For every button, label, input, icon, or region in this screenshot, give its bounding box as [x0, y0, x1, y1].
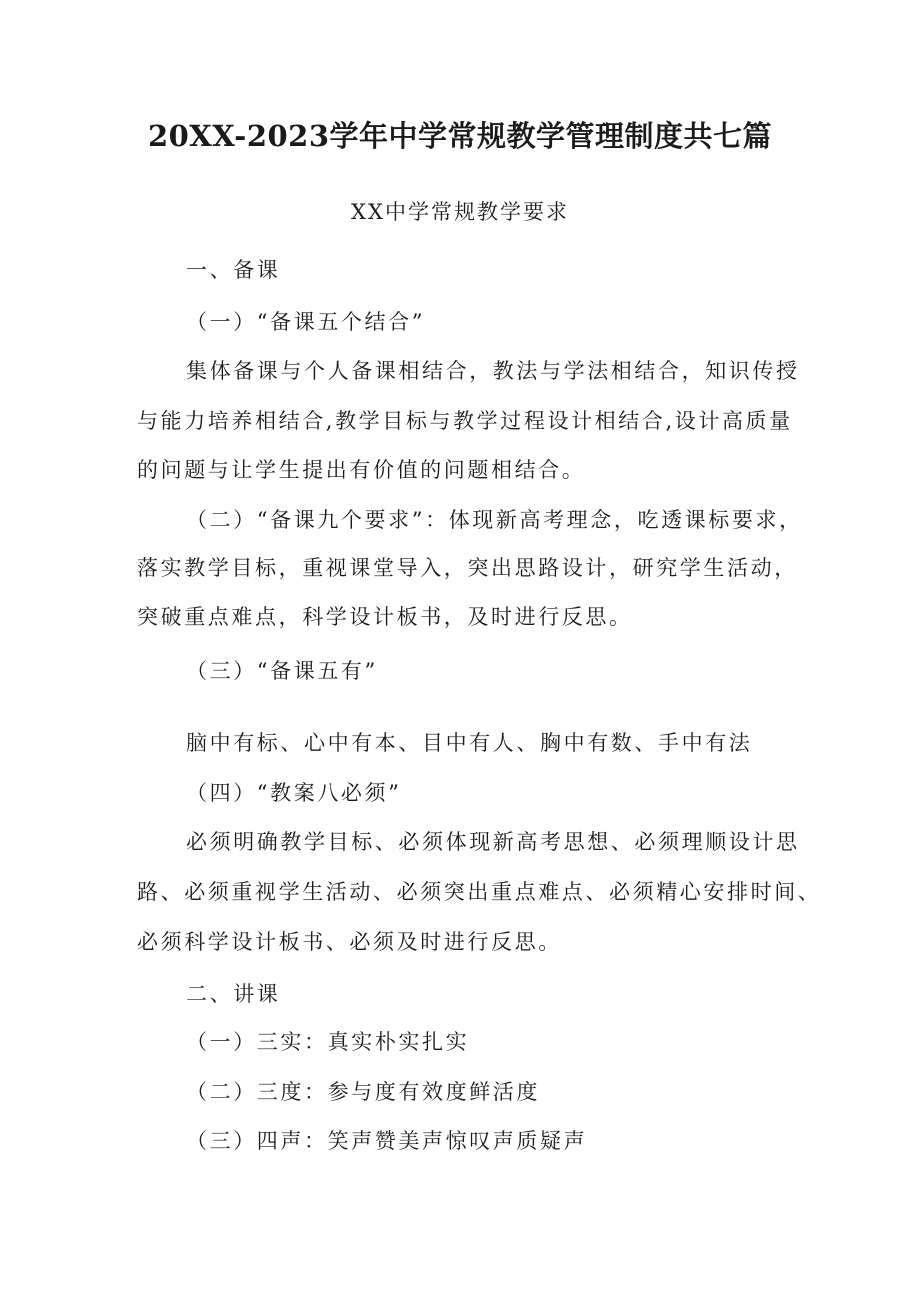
paragraph-line: 的问题与让学生提出有价值的问题相结合。 [137, 458, 586, 482]
list-item: （二）三度：参与度有效度鲜活度 [186, 1080, 540, 1104]
list-item: （一）三实：真实朴实扎实 [186, 1030, 470, 1054]
paragraph-line: 集体备课与个人备课相结合，教法与学法相结合，知识传授 [186, 359, 800, 383]
section-heading-lesson-prep: 一、备课 [186, 258, 281, 282]
paragraph-line: 必须明确教学目标、必须体现新高考思想、必须理顺设计思 [186, 830, 800, 854]
paragraph-line: 脑中有标、心中有本、目中有人、胸中有数、手中有法 [186, 731, 753, 755]
paragraph-line: 必须科学设计板书、必须及时进行反思。 [137, 930, 562, 954]
paragraph-line: 突破重点难点，科学设计板书，及时进行反思。 [137, 605, 633, 629]
subsection-heading-five-haves: （三）“备课五有” [186, 659, 378, 683]
document-subtitle: XX中学常规教学要求 [351, 200, 569, 224]
paragraph-line: 与能力培养相结合,教学目标与教学过程设计相结合,设计高质量 [137, 409, 793, 433]
paragraph-line: 落实教学目标，重视课堂导入，突出思路设计，研究学生活动， [137, 556, 798, 580]
subsection-heading-eight-musts: （四）“教案八必须” [186, 781, 402, 805]
list-item: （三）四声：笑声赞美声惊叹声质疑声 [186, 1129, 588, 1153]
paragraph-line: 路、必须重视学生活动、必须突出重点难点、必须精心安排时间、 [137, 880, 822, 904]
subsection-heading-five-combinations: （一）“备课五个结合” [186, 310, 426, 334]
section-heading-lecturing: 二、讲课 [186, 982, 281, 1006]
subsection-heading-nine-requirements: （二）“备课九个要求”：体现新高考理念，吃透课标要求， [186, 508, 803, 532]
document-title: 20XX-2023学年中学常规教学管理制度共七篇 [147, 119, 773, 153]
